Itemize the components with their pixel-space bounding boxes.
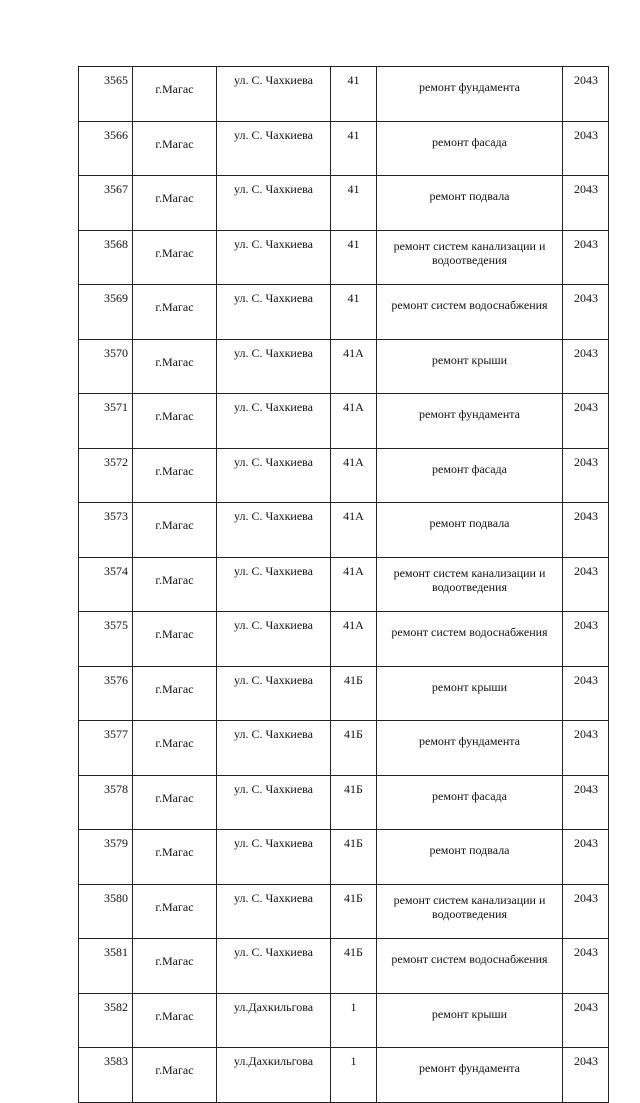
record-number-cell: 3577	[79, 721, 133, 776]
record-number-cell: 3571	[79, 394, 133, 449]
table-row	[79, 666, 609, 721]
street-cell: ул. С. Чахкиева	[217, 557, 331, 612]
work-type-cell: ремонт систем водоснабжения	[377, 612, 563, 667]
record-number-cell: 3565	[79, 67, 133, 122]
work-type-cell: ремонт систем водоснабжения	[377, 939, 563, 994]
year-cell: 2043	[563, 721, 609, 776]
year-cell: 2043	[563, 121, 609, 176]
year-cell: 2043	[563, 67, 609, 122]
street-cell: ул. С. Чахкиева	[217, 67, 331, 122]
work-type-cell: ремонт крыши	[377, 339, 563, 394]
table-row	[79, 721, 609, 776]
house-number-cell: 1	[331, 1048, 377, 1103]
city-cell: г.Магас	[133, 503, 217, 558]
year-cell: 2043	[563, 830, 609, 885]
work-type-cell: ремонт фундамента	[377, 394, 563, 449]
work-type-cell: ремонт систем канализации и водоотведения	[377, 884, 563, 939]
street-cell: ул. С. Чахкиева	[217, 285, 331, 340]
table-row	[79, 830, 609, 885]
table-row	[79, 1048, 609, 1103]
year-cell: 2043	[563, 230, 609, 285]
street-cell: ул. С. Чахкиева	[217, 230, 331, 285]
table-row	[79, 993, 609, 1048]
city-cell: г.Магас	[133, 830, 217, 885]
record-number-cell: 3576	[79, 666, 133, 721]
city-cell: г.Магас	[133, 67, 217, 122]
year-cell: 2043	[563, 1048, 609, 1103]
city-cell: г.Магас	[133, 721, 217, 776]
city-cell: г.Магас	[133, 939, 217, 994]
city-cell: г.Магас	[133, 993, 217, 1048]
street-cell: ул. С. Чахкиева	[217, 721, 331, 776]
table-row	[79, 884, 609, 939]
record-number-cell: 3574	[79, 557, 133, 612]
record-number-cell: 3579	[79, 830, 133, 885]
city-cell: г.Магас	[133, 1048, 217, 1103]
house-number-cell: 41	[331, 67, 377, 122]
table-row	[79, 285, 609, 340]
work-type-cell: ремонт фундамента	[377, 721, 563, 776]
house-number-cell: 41А	[331, 557, 377, 612]
year-cell: 2043	[563, 339, 609, 394]
city-cell: г.Магас	[133, 666, 217, 721]
record-number-cell: 3567	[79, 176, 133, 231]
table-row	[79, 448, 609, 503]
city-cell: г.Магас	[133, 230, 217, 285]
city-cell: г.Магас	[133, 612, 217, 667]
record-number-cell: 3573	[79, 503, 133, 558]
year-cell: 2043	[563, 285, 609, 340]
city-cell: г.Магас	[133, 176, 217, 231]
table-row	[79, 557, 609, 612]
year-cell: 2043	[563, 557, 609, 612]
city-cell: г.Магас	[133, 448, 217, 503]
house-number-cell: 41Б	[331, 721, 377, 776]
street-cell: ул. С. Чахкиева	[217, 775, 331, 830]
work-type-cell: ремонт систем канализации и водоотведения	[377, 230, 563, 285]
record-number-cell: 3570	[79, 339, 133, 394]
table-row	[79, 939, 609, 994]
street-cell: ул. С. Чахкиева	[217, 121, 331, 176]
repair-schedule-table	[78, 66, 609, 1103]
city-cell: г.Магас	[133, 285, 217, 340]
record-number-cell: 3581	[79, 939, 133, 994]
house-number-cell: 41А	[331, 612, 377, 667]
work-type-cell: ремонт крыши	[377, 993, 563, 1048]
year-cell: 2043	[563, 394, 609, 449]
city-cell: г.Магас	[133, 121, 217, 176]
city-cell: г.Магас	[133, 557, 217, 612]
house-number-cell: 1	[331, 993, 377, 1048]
work-type-cell: ремонт систем канализации и водоотведения	[377, 557, 563, 612]
street-cell: ул. С. Чахкиева	[217, 666, 331, 721]
house-number-cell: 41	[331, 176, 377, 231]
record-number-cell: 3569	[79, 285, 133, 340]
year-cell: 2043	[563, 176, 609, 231]
record-number-cell: 3568	[79, 230, 133, 285]
table-row	[79, 775, 609, 830]
work-type-cell: ремонт фасада	[377, 775, 563, 830]
year-cell: 2043	[563, 884, 609, 939]
table-row	[79, 503, 609, 558]
house-number-cell: 41А	[331, 503, 377, 558]
table-row	[79, 176, 609, 231]
city-cell: г.Магас	[133, 394, 217, 449]
table-row	[79, 67, 609, 122]
street-cell: ул. С. Чахкиева	[217, 448, 331, 503]
work-type-cell: ремонт фундамента	[377, 67, 563, 122]
house-number-cell: 41Б	[331, 666, 377, 721]
year-cell: 2043	[563, 448, 609, 503]
work-type-cell: ремонт фундамента	[377, 1048, 563, 1103]
house-number-cell: 41Б	[331, 939, 377, 994]
city-cell: г.Магас	[133, 339, 217, 394]
house-number-cell: 41	[331, 230, 377, 285]
work-type-cell: ремонт фасада	[377, 448, 563, 503]
record-number-cell: 3566	[79, 121, 133, 176]
work-type-cell: ремонт фасада	[377, 121, 563, 176]
street-cell: ул.Дахкильгова	[217, 993, 331, 1048]
street-cell: ул. С. Чахкиева	[217, 339, 331, 394]
house-number-cell: 41	[331, 285, 377, 340]
record-number-cell: 3575	[79, 612, 133, 667]
work-type-cell: ремонт крыши	[377, 666, 563, 721]
year-cell: 2043	[563, 612, 609, 667]
house-number-cell: 41А	[331, 339, 377, 394]
house-number-cell: 41Б	[331, 830, 377, 885]
house-number-cell: 41Б	[331, 775, 377, 830]
street-cell: ул. С. Чахкиева	[217, 176, 331, 231]
record-number-cell: 3580	[79, 884, 133, 939]
record-number-cell: 3572	[79, 448, 133, 503]
city-cell: г.Магас	[133, 775, 217, 830]
year-cell: 2043	[563, 666, 609, 721]
table-row	[79, 230, 609, 285]
house-number-cell: 41	[331, 121, 377, 176]
street-cell: ул. С. Чахкиева	[217, 939, 331, 994]
year-cell: 2043	[563, 939, 609, 994]
year-cell: 2043	[563, 503, 609, 558]
street-cell: ул.Дахкильгова	[217, 1048, 331, 1103]
house-number-cell: 41Б	[331, 884, 377, 939]
city-cell: г.Магас	[133, 884, 217, 939]
table-row	[79, 612, 609, 667]
record-number-cell: 3583	[79, 1048, 133, 1103]
street-cell: ул. С. Чахкиева	[217, 503, 331, 558]
record-number-cell: 3578	[79, 775, 133, 830]
year-cell: 2043	[563, 775, 609, 830]
house-number-cell: 41А	[331, 448, 377, 503]
table-body	[79, 67, 609, 1103]
table-row	[79, 339, 609, 394]
street-cell: ул. С. Чахкиева	[217, 830, 331, 885]
work-type-cell: ремонт систем водоснабжения	[377, 285, 563, 340]
year-cell: 2043	[563, 993, 609, 1048]
work-type-cell: ремонт подвала	[377, 830, 563, 885]
table-row	[79, 394, 609, 449]
work-type-cell: ремонт подвала	[377, 503, 563, 558]
work-type-cell: ремонт подвала	[377, 176, 563, 231]
street-cell: ул. С. Чахкиева	[217, 884, 331, 939]
house-number-cell: 41А	[331, 394, 377, 449]
table-row	[79, 121, 609, 176]
street-cell: ул. С. Чахкиева	[217, 612, 331, 667]
street-cell: ул. С. Чахкиева	[217, 394, 331, 449]
record-number-cell: 3582	[79, 993, 133, 1048]
